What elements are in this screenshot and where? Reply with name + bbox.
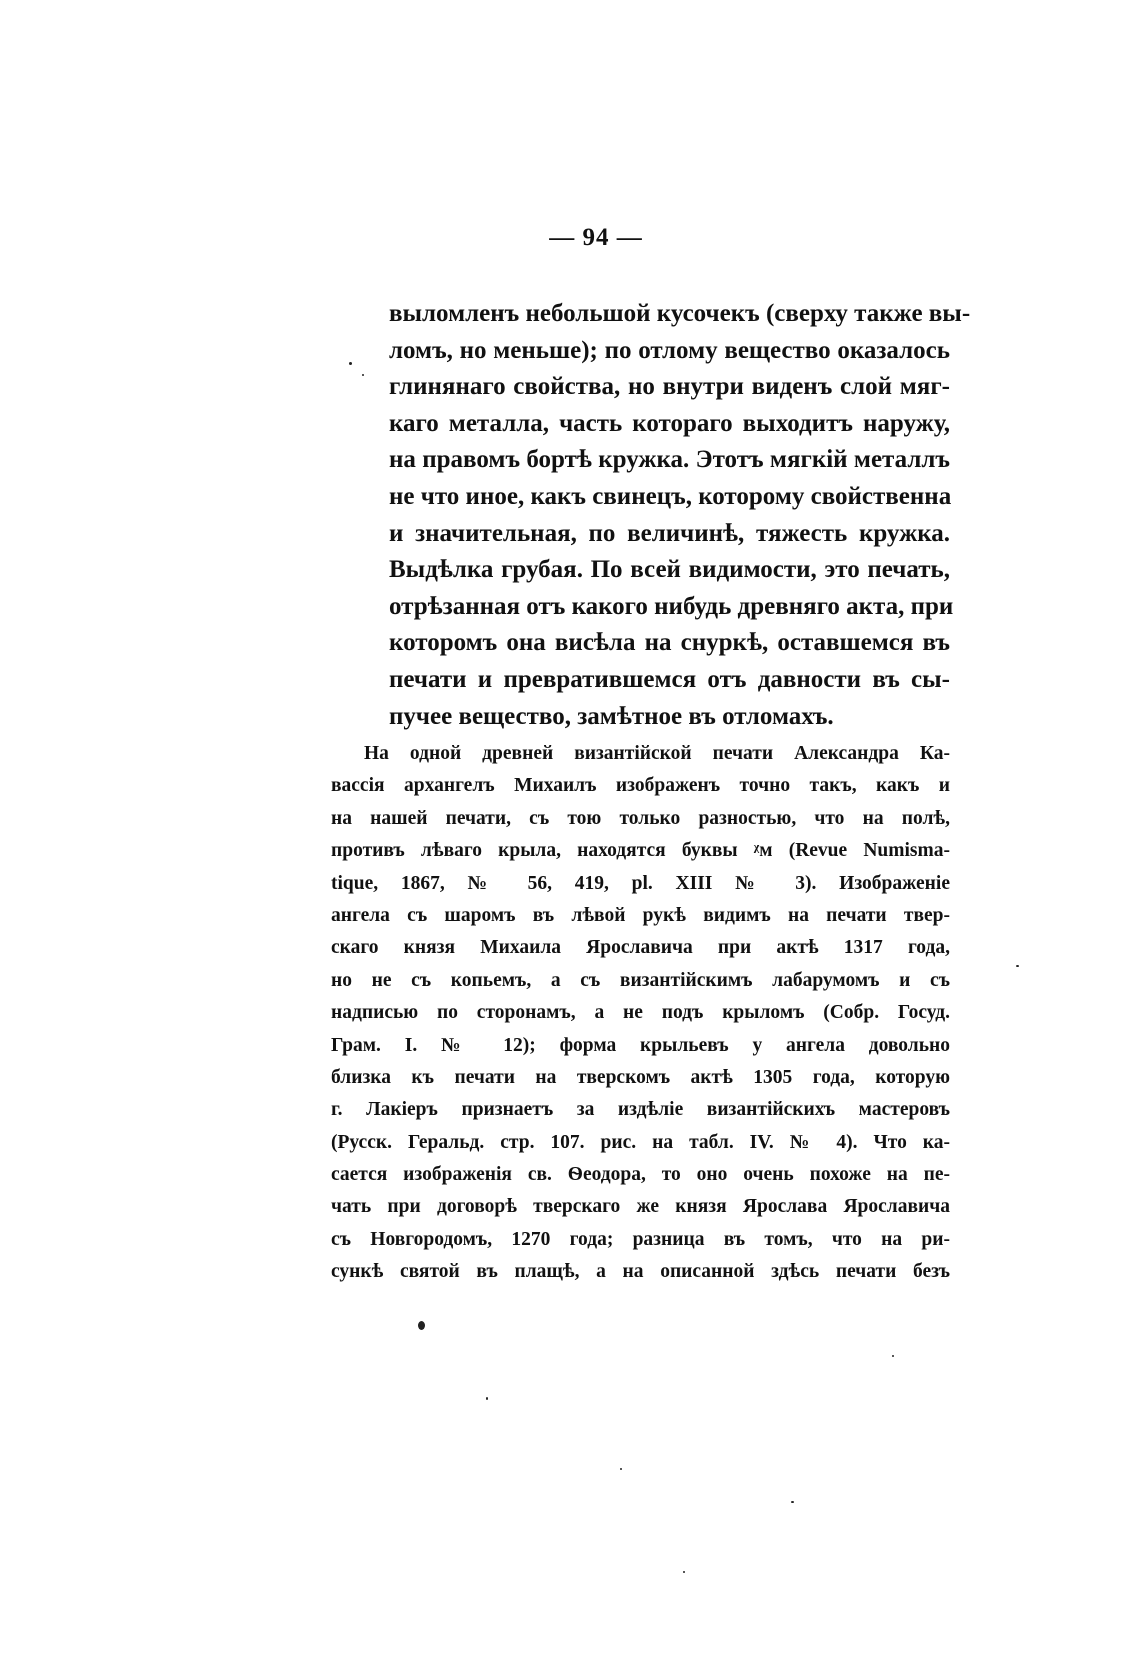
page-number: — 94 — <box>549 224 643 251</box>
text-line: но не съ копьемъ, а съ византійскимъ лабарумомъ и съ <box>331 969 950 991</box>
text-line: ломъ, но меньше); по отлому вещество оказалось <box>389 336 950 364</box>
text-line: пучее вещество, замѣтное въ отломахъ. <box>389 702 834 730</box>
scan-speck <box>418 1321 425 1330</box>
text-line: выломленъ небольшой кусочекъ (сверху также вы- <box>389 300 971 327</box>
scan-speck <box>892 1355 894 1357</box>
text-line: Грам. I. № 12); форма крыльевъ у ангела довольно <box>331 1034 950 1056</box>
scan-speck <box>620 1468 622 1470</box>
text-line: близка къ печати на тверскомъ актѣ 1305 года, которую <box>331 1066 950 1088</box>
text-line: печати и превратившемся отъ давности въ сы- <box>389 665 950 693</box>
text-line: съ Новгородомъ, 1270 года; разница въ томъ, что на ри- <box>331 1228 950 1250</box>
text-line: глинянаго свойства, но внутри виденъ слой мяг- <box>389 373 950 401</box>
scan-speck <box>362 374 364 376</box>
scan-speck <box>486 1397 488 1400</box>
text-line: чать при договорѣ тверскаго же князя Ярослава Ярославича <box>331 1196 950 1218</box>
text-line: на нашей печати, съ тою только разностью, что на полѣ, <box>331 807 950 829</box>
scan-speck <box>349 362 352 365</box>
paragraph-note <box>331 738 950 1289</box>
paragraph-continued <box>389 296 971 735</box>
text-line: не что иное, какъ свинецъ, которому свойственна <box>389 482 952 510</box>
text-line: скаго князя Михаила Ярославича при актѣ 1317 года, <box>331 937 950 959</box>
text-line: которомъ она висѣла на снуркѣ, оставшемся въ <box>389 629 950 657</box>
text-line: и значительная, по величинѣ, тяжесть кружка. <box>389 519 950 547</box>
text-line: надписью по сторонамъ, а не подъ крыломъ (Собр. Госуд. <box>331 1002 950 1024</box>
text-line: На одной древней византійской печати Александра Ка- <box>364 743 950 764</box>
text-line: сается изображенія св. Ѳеодора, то оно очень похоже на пе- <box>331 1164 950 1186</box>
text-line: вассія архангелъ Михаилъ изображенъ точно такъ, какъ и <box>331 775 950 797</box>
scan-speck <box>791 1501 794 1503</box>
text-line: г. Лакіеръ признаетъ за издѣліе византійскихъ мастеровъ <box>331 1099 950 1121</box>
text-line: противъ лѣваго крыла, находятся буквы ᵡм (Revue Numisma- <box>331 840 950 862</box>
scan-speck <box>683 1571 685 1573</box>
text-line: на правомъ бортѣ кружка. Этотъ мягкій металлъ <box>389 446 950 474</box>
text-line: (Русск. Геральд. стр. 107. рис. на табл. IV. № 4). Что ка- <box>331 1131 950 1153</box>
scan-speck <box>1016 965 1019 967</box>
text-line: ангела съ шаромъ въ лѣвой рукѣ видимъ на печати твер- <box>331 904 950 926</box>
text-line: каго металла, часть котораго выходитъ наружу, <box>389 409 950 437</box>
text-line: Выдѣлка грубая. По всей видимости, это печать, <box>389 556 950 584</box>
text-line: сункѣ святой въ плащѣ, а на описанной здѣсь печати безъ <box>331 1261 950 1283</box>
text-line: tique, 1867, № 56, 419, pl. XIII № 3). Изображеніе <box>331 872 950 894</box>
text-line: отрѣзанная отъ какого нибудь древняго акта, при <box>389 592 954 620</box>
